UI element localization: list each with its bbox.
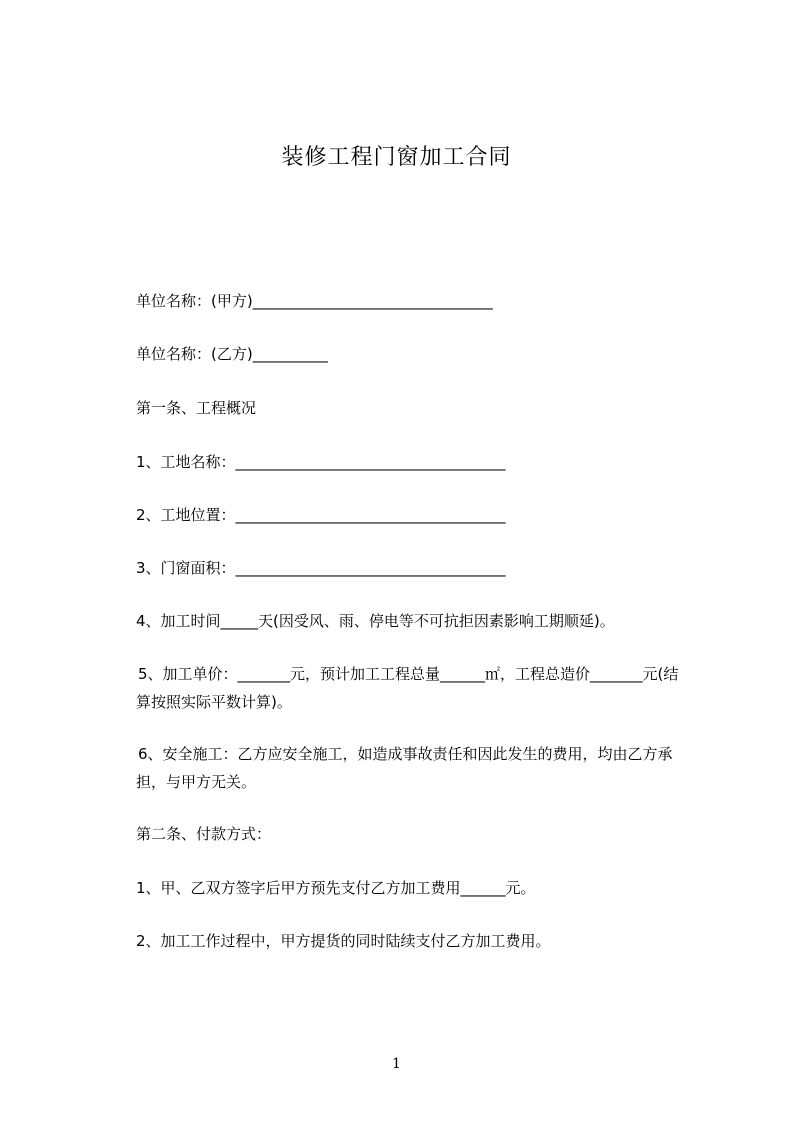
site-location-line: 2、工地位置：____________________________________ bbox=[136, 506, 506, 524]
processing-time-line: 4、加工时间_____天(因受风、雨、停电等不可抗拒因素影响工期顺延)。 bbox=[136, 612, 615, 630]
document-title: 装修工程门窗加工合同 bbox=[281, 145, 512, 170]
safety-line-2: 担，与甲方无关。 bbox=[136, 773, 257, 791]
window-area-line: 3、门窗面积：____________________________________ bbox=[136, 559, 506, 577]
site-name-line: 1、工地名称：____________________________________ bbox=[136, 453, 506, 471]
payment-item-2: 2、加工工作过程中，甲方提货的同时陆续支付乙方加工费用。 bbox=[136, 932, 551, 950]
unit-price-line-1: 5、加工单价：_______元，预计加工工程总量______㎡，工程总造价_______元(结 bbox=[138, 665, 679, 683]
unit-price-line-2: 算按照实际平数计算)。 bbox=[136, 693, 292, 711]
page-number: 1 bbox=[392, 1056, 401, 1072]
article1-heading: 第一条、工程概况 bbox=[136, 399, 257, 417]
party-b-line: 单位名称：(乙方)__________ bbox=[136, 345, 328, 363]
safety-line-1: 6、安全施工：乙方应安全施工，如造成事故责任和因此发生的费用，均由乙方承 bbox=[138, 745, 673, 763]
article2-heading: 第二条、付款方式： bbox=[136, 825, 272, 843]
party-a-line: 单位名称：(甲方)________________________________ bbox=[136, 292, 493, 310]
payment-item-1: 1、甲、乙双方签字后甲方预先支付乙方加工费用______元。 bbox=[136, 879, 536, 897]
